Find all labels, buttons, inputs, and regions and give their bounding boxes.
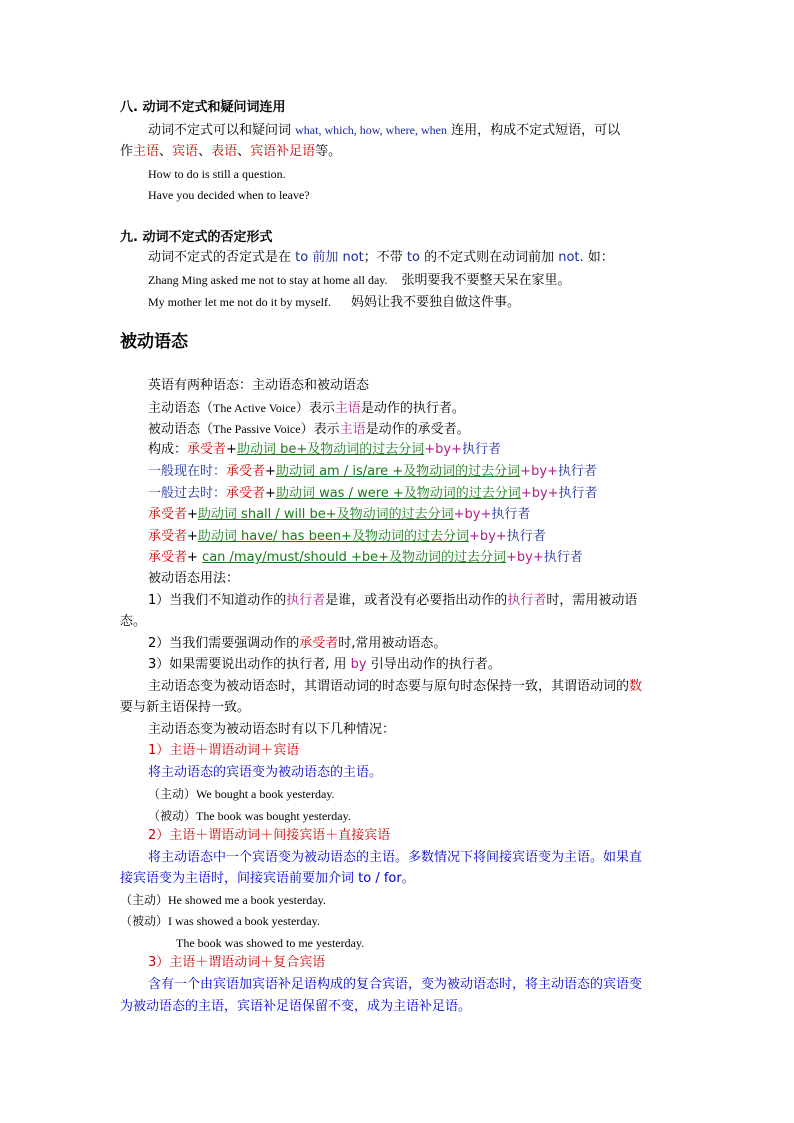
- text: +: [187, 550, 203, 565]
- highlight: to 前加 not: [295, 250, 364, 265]
- term-subject: 主语: [133, 144, 160, 159]
- text: 、: [159, 144, 173, 159]
- receiver: 承受者: [148, 507, 188, 522]
- by: +by+: [468, 529, 507, 544]
- formula-row: [148, 548, 583, 568]
- receiver: 承受者: [226, 464, 266, 479]
- verb-form: 助动词 was / were +及物动词的过去分词: [275, 486, 521, 501]
- usage-item-2: [148, 634, 446, 654]
- text: ）表示: [300, 422, 340, 437]
- verb-form: 助动词 shall / will be+及物动词的过去分词: [197, 507, 454, 522]
- text: 连用，构成不定式短语，可以: [447, 123, 621, 138]
- tense: 一般现在时：: [148, 464, 227, 479]
- doer: 执行者: [558, 486, 598, 501]
- text: +: [265, 486, 276, 501]
- term-object: 宾语: [172, 144, 199, 159]
- text: 2）当我们需要强调动作的: [148, 636, 300, 651]
- section-8-line-2: [120, 142, 341, 162]
- example-sentence: My mother let me not do it by myself.: [148, 295, 331, 309]
- term-en: The Active Voice: [213, 401, 296, 415]
- text: 等。: [315, 144, 342, 159]
- example-translation: 妈妈让我不要独自做这件事。: [350, 295, 520, 310]
- text: 被动语态（: [148, 422, 214, 437]
- by: +by+: [506, 550, 544, 565]
- case-2-example-passive-alt: The book was showed to me yesterday.: [176, 936, 365, 950]
- receiver: 承受者: [226, 486, 266, 501]
- doer: 执行者: [286, 593, 326, 608]
- text: 时，需用被动语: [546, 593, 638, 608]
- usage-item-1-cont: 态。: [120, 614, 147, 629]
- case-3-pattern: 3）主语＋谓语动词＋复合宾语: [148, 955, 326, 970]
- by: +by+: [453, 507, 492, 522]
- formula-row: [148, 440, 501, 460]
- text: 构成：: [148, 442, 188, 457]
- usage-heading: 被动语态用法：: [148, 571, 240, 586]
- by: +by+: [424, 442, 462, 457]
- receiver: 承受者: [148, 529, 188, 544]
- section-9-title: 九. 动词不定式的否定形式: [120, 230, 273, 245]
- usage-item-1: [148, 591, 637, 611]
- paragraph: [148, 419, 470, 440]
- formula-row: [148, 484, 598, 504]
- case-2-pattern: 2）主语＋谓语动词＋间接宾语＋直接宾语: [148, 828, 391, 843]
- text: 作: [120, 144, 134, 159]
- usage-item-3: [148, 655, 501, 675]
- verb-form: 助动词 have/ has been+及物动词的过去分词: [197, 529, 469, 544]
- case-1-example-passive: （被动）The book was bought yesterday.: [148, 809, 351, 823]
- case-2-description-cont: 接宾语变为主语时，间接宾语前要加介词 to / for。: [120, 871, 415, 886]
- doer: 执行者: [506, 529, 546, 544]
- verb-form: can /may/must/should +be+及物动词的过去分词: [202, 550, 507, 565]
- text: 、: [198, 144, 212, 159]
- case-3-description-cont: 为被动语态的主语，宾语补足语保留不变，成为主语补足语。: [120, 999, 472, 1014]
- formula-row: [148, 505, 530, 525]
- text: 动词不定式可以和疑问词: [148, 123, 296, 138]
- text: ；不带: [363, 250, 407, 265]
- text: 如：: [583, 250, 614, 265]
- receiver: 承受者: [299, 636, 339, 651]
- by: +by+: [520, 464, 558, 479]
- term-subject: 主语: [339, 422, 366, 437]
- text: +: [187, 529, 198, 544]
- case-2-example-passive: （被动）I was showed a book yesterday.: [120, 914, 320, 928]
- text: 3）如果需要说出动作的执行者, 用: [148, 657, 351, 672]
- section-9-line-1: [148, 248, 614, 268]
- text: 是谁，或者没有必要指出动作的: [325, 593, 508, 608]
- doer: 执行者: [543, 550, 583, 565]
- text: 动词不定式的否定式是在: [148, 250, 296, 265]
- text: ）表示: [295, 401, 335, 416]
- example-translation: 张明要我不要整天呆在家里。: [401, 273, 571, 288]
- highlight: to: [406, 250, 420, 265]
- doer: 执行者: [557, 464, 597, 479]
- verb-form: 助动词 be+及物动词的过去分词: [236, 442, 425, 457]
- question-words: what, which, how, where, when: [295, 123, 447, 137]
- tense-rule: [148, 677, 642, 697]
- text: 时,常用被动语态。: [338, 636, 447, 651]
- text: 是动作的承受者。: [365, 422, 470, 437]
- verb-form: 助动词 am / is/are +及物动词的过去分词: [275, 464, 521, 479]
- term-predicative: 表语: [211, 144, 238, 159]
- number-term: 数: [629, 679, 643, 694]
- term-en: The Passive Voice: [213, 422, 301, 436]
- example-sentence: Have you decided when to leave?: [148, 188, 310, 202]
- case-2-description: 将主动语态中一个宾语变为被动语态的主语。多数情况下将间接宾语变为主语。如果直: [148, 850, 643, 865]
- case-1-example-active: （主动）We bought a book yesterday.: [148, 787, 335, 801]
- case-1-description: 将主动语态的宾语变为被动语态的主语。: [148, 765, 383, 780]
- text: 主动语态变为被动语态时，其谓语动词的时态要与原句时态保持一致，其谓语动词的: [148, 679, 630, 694]
- text: 引导出动作的执行者。: [366, 657, 501, 672]
- text: 的不定式则在动词前加: [419, 250, 559, 265]
- text: +: [187, 507, 198, 522]
- example-sentence: Zhang Ming asked me not to stay at home all day.: [148, 273, 388, 287]
- text: 1）当我们不知道动作的: [148, 593, 287, 608]
- highlight: not.: [558, 250, 584, 265]
- case-1-pattern: 1）主语＋谓语动词＋宾语: [148, 743, 300, 758]
- by: by: [350, 657, 367, 672]
- formula-row: [148, 527, 546, 547]
- receiver: 承受者: [148, 550, 188, 565]
- receiver: 承受者: [187, 442, 227, 457]
- section-8-line-1: [148, 120, 620, 141]
- case-3-description: 含有一个由宾语加宾语补足语构成的复合宾语，变为被动语态时，将主动语态的宾语变: [148, 977, 643, 992]
- term-object-complement: 宾语补足语: [250, 144, 316, 159]
- example-row: [148, 292, 520, 313]
- doer: 执行者: [491, 507, 531, 522]
- text: 是动作的执行者。: [360, 401, 465, 416]
- example-sentence: How to do is still a question.: [148, 167, 286, 181]
- case-2-example-active: （主动）He showed me a book yesterday.: [120, 893, 326, 907]
- tense: 一般过去时：: [148, 486, 227, 501]
- paragraph: 英语有两种语态：主动语态和被动语态: [148, 378, 370, 393]
- text: 主动语态（: [148, 401, 214, 416]
- tense-rule-cont: 要与新主语保持一致。: [120, 700, 251, 715]
- by: +by+: [520, 486, 559, 501]
- text: 、: [237, 144, 251, 159]
- formula-row: [148, 462, 597, 482]
- paragraph: [148, 398, 465, 419]
- section-8-title: 八. 动词不定式和疑问词连用: [120, 100, 286, 115]
- cases-heading: 主动语态变为被动语态时有以下几种情况：: [148, 722, 396, 737]
- text: +: [226, 442, 237, 457]
- doer: 执行者: [461, 442, 501, 457]
- doer: 执行者: [507, 593, 547, 608]
- passive-voice-title: 被动语态: [120, 332, 188, 352]
- example-row: [148, 270, 571, 291]
- term-subject: 主语: [334, 401, 361, 416]
- text: +: [265, 464, 276, 479]
